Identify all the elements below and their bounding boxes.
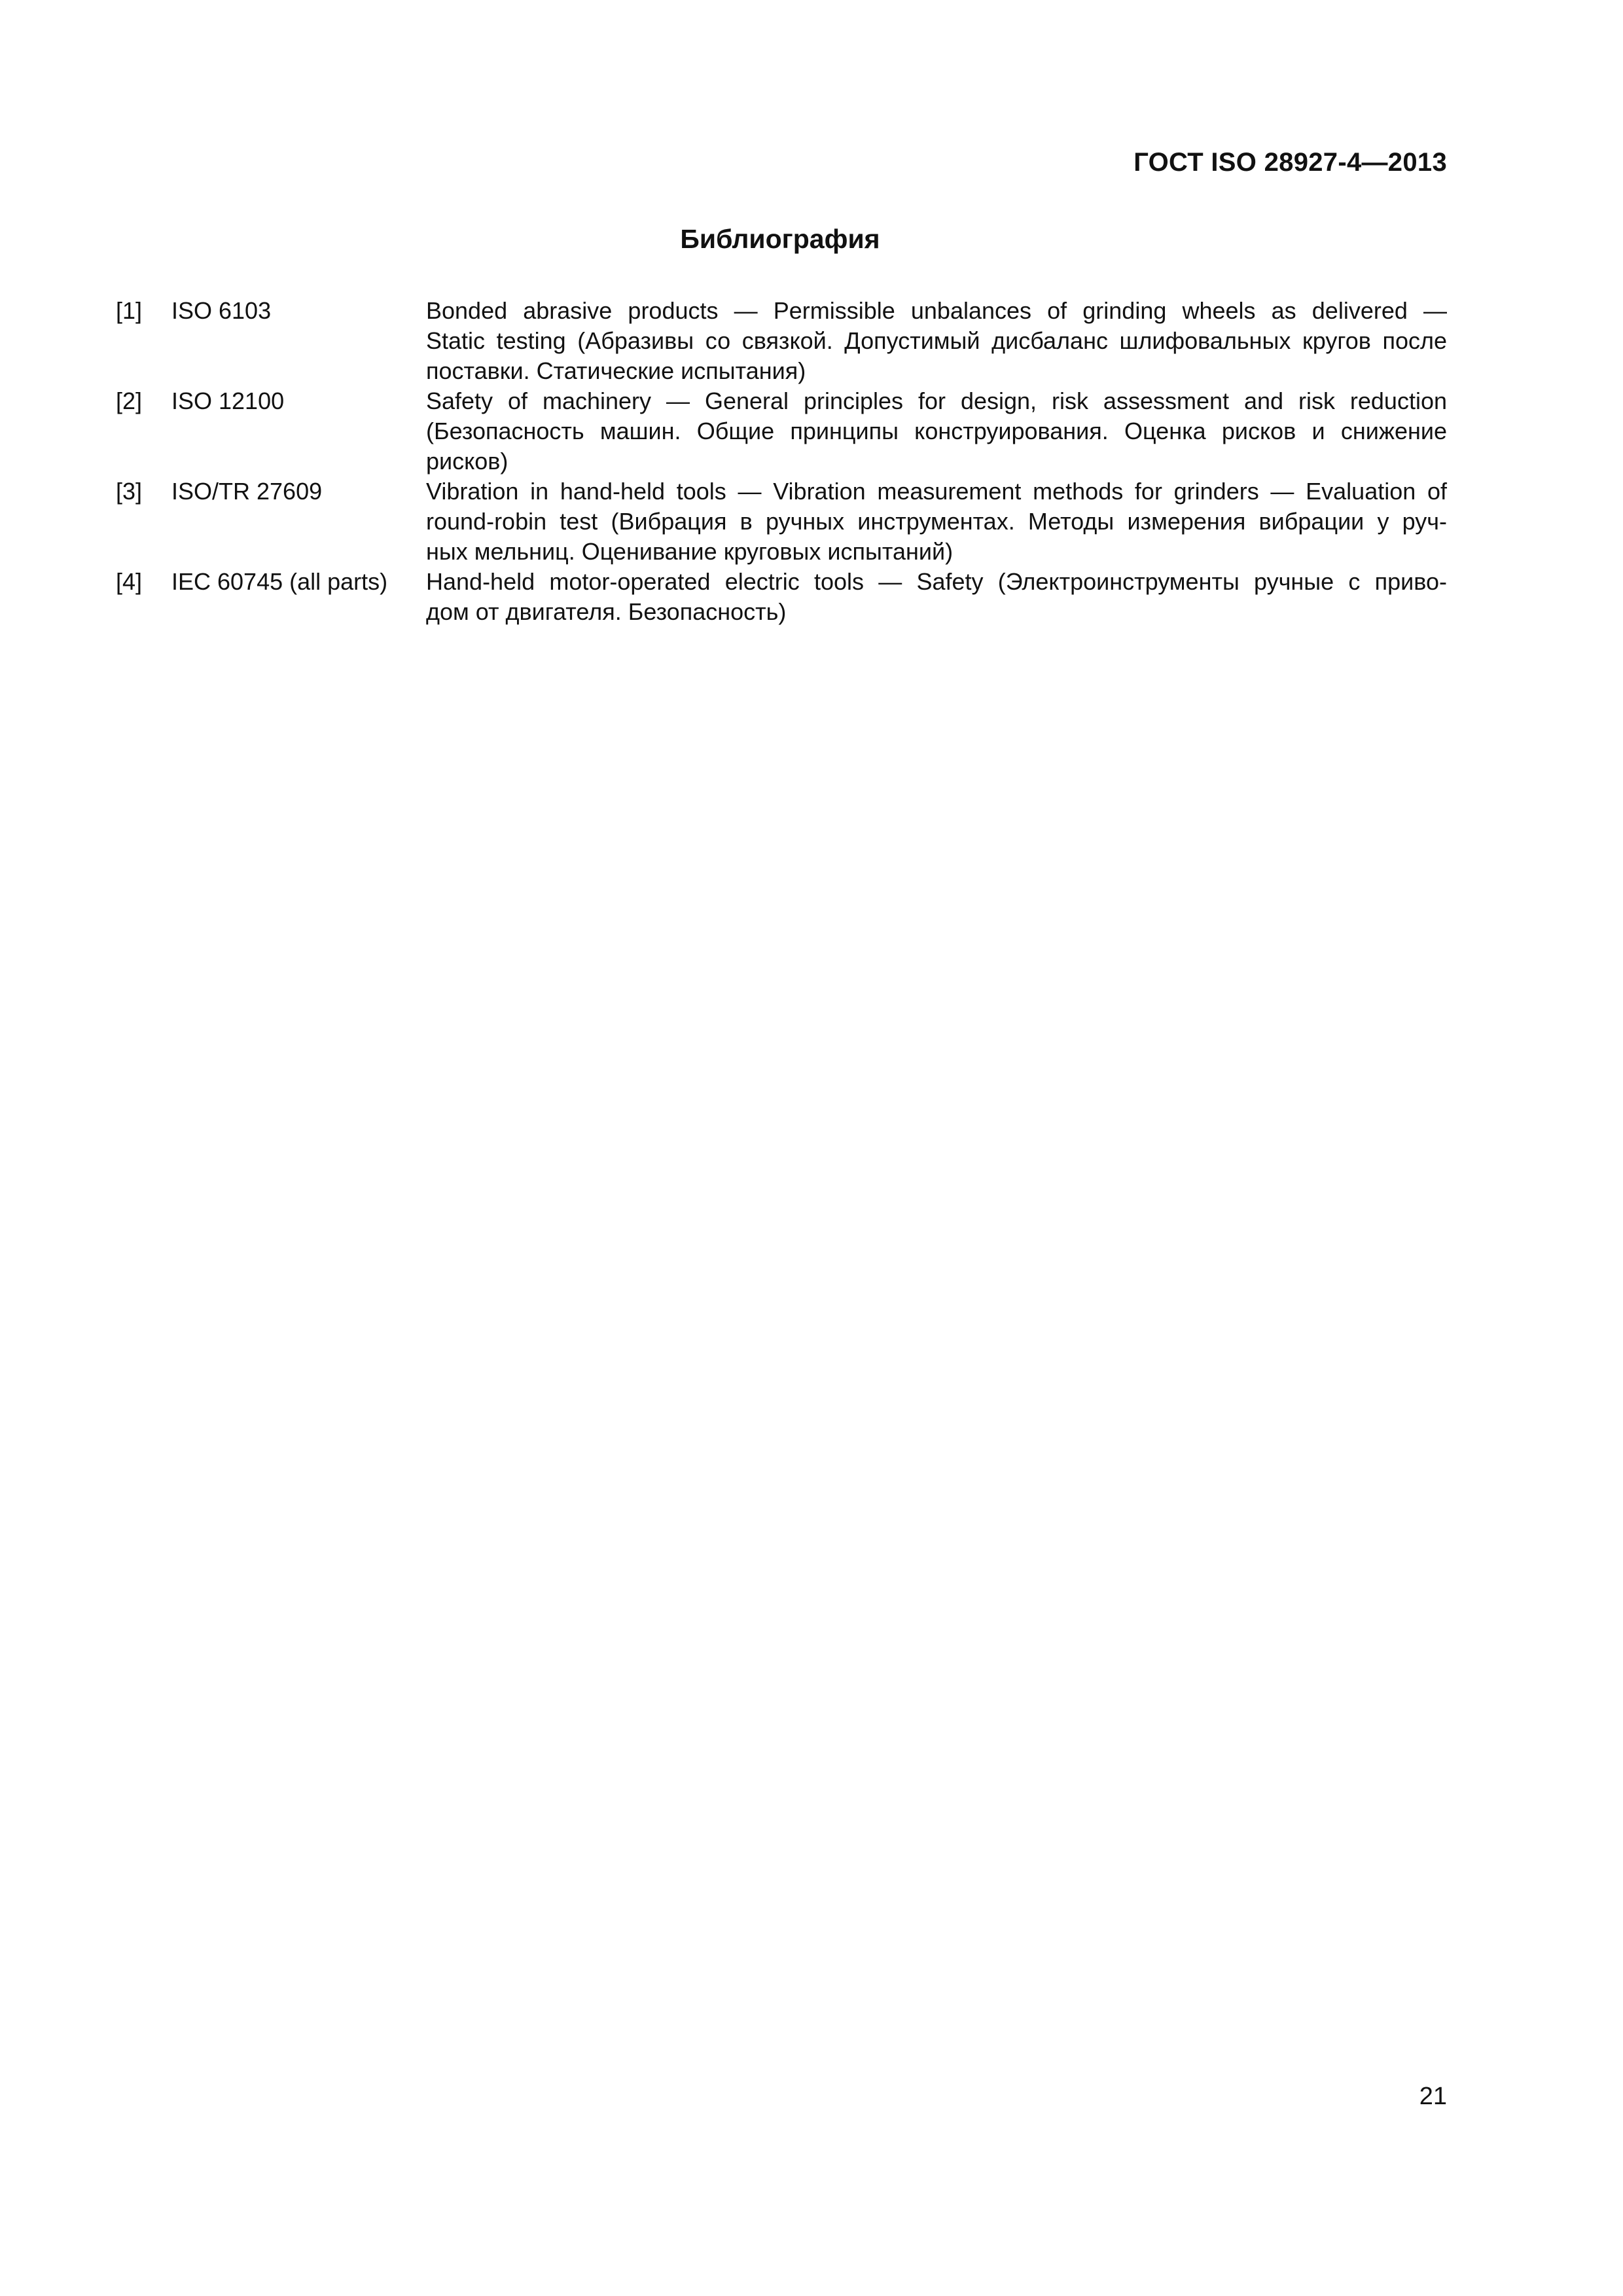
- entry-title: [426, 296, 1447, 386]
- entry-title-line: Safety of machinery — General principles for design, risk assessment and risk reduction: [426, 387, 1447, 414]
- entry-title: [426, 476, 1447, 567]
- page-number: 21: [1419, 2083, 1447, 2110]
- bibliography-list: [116, 296, 1447, 627]
- entry-standard-code: ISO 6103: [171, 297, 272, 324]
- entry-title: [426, 567, 1447, 627]
- bibliography-title: Библиография: [680, 224, 880, 254]
- entry-title-line: round-robin test (Вибрация в ручных инструментах. Методы измерения вибрации у руч-: [426, 508, 1447, 535]
- entry-title: [426, 386, 1447, 476]
- entry-title-line: дом от двигателя. Безопасность): [426, 598, 787, 625]
- entry-number: [2]: [116, 387, 143, 414]
- entry-title-line: (Безопасность машин. Общие принципы конструирования. Оценка рисков и снижение: [426, 418, 1447, 444]
- entry-title-line: Hand-held motor-operated electric tools — Safety (Электроинструменты ручные с приво-: [426, 568, 1447, 595]
- bibliography-entry: [116, 476, 1447, 567]
- entry-title-line: Bonded abrasive products — Permissible unbalances of grinding wheels as delivered —: [426, 297, 1447, 324]
- entry-title-line: Static testing (Абразивы со связкой. Допустимый дисбаланс шлифовальных кругов после: [426, 327, 1447, 354]
- entry-standard-code: ISO/TR 27609: [171, 478, 323, 505]
- entry-title-line: рисков): [426, 448, 508, 475]
- entry-standard-code: ISO 12100: [171, 387, 285, 414]
- standard-header: ГОСТ ISO 28927-4—2013: [1133, 148, 1447, 177]
- bibliography-entry: [116, 386, 1447, 476]
- entry-number: [1]: [116, 297, 143, 324]
- entry-title-line: ных мельниц. Оценивание круговых испытаний): [426, 538, 954, 565]
- entry-title-line: Vibration in hand-held tools — Vibration measurement methods for grinders — Evaluation of: [426, 478, 1447, 505]
- entry-number: [4]: [116, 568, 143, 595]
- bibliography-entry: [116, 296, 1447, 386]
- entry-number: [3]: [116, 478, 143, 505]
- entry-standard-code: IEC 60745 (all parts): [171, 568, 388, 595]
- entry-title-line: поставки. Статические испытания): [426, 357, 806, 384]
- bibliography-entry: [116, 567, 1447, 627]
